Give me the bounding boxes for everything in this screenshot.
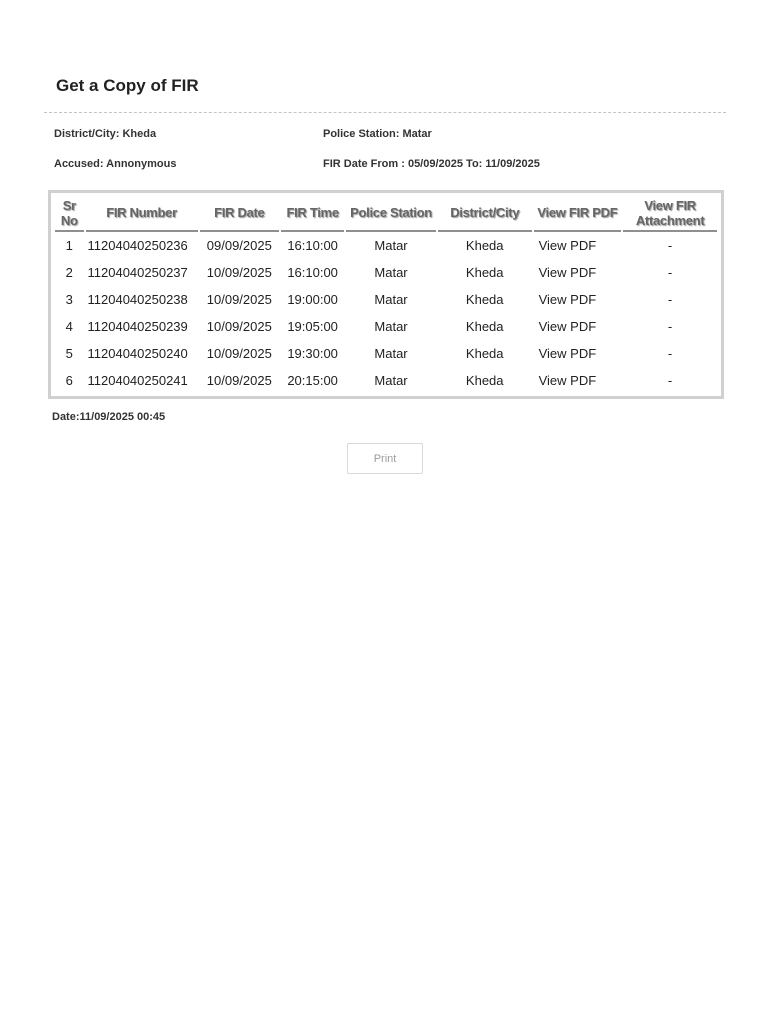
column-header-view-fir-attachment: View FIR Attachment (623, 194, 717, 232)
column-header-district-city: District/City (438, 194, 532, 232)
view-pdf-link[interactable]: View PDF (538, 373, 597, 388)
view-pdf-cell (534, 232, 622, 259)
sr-no-cell: 1 (65, 238, 73, 253)
fir-number-cell: 11204040250238 (87, 292, 188, 307)
date-range-filter-label: FIR Date From : 05/09/2025 To: 11/09/2025 (323, 158, 540, 170)
table-row (55, 340, 717, 367)
district-cell: Kheda (465, 238, 504, 253)
police-station-cell: Matar (374, 238, 408, 253)
fir-table-container (48, 190, 724, 399)
attachment-cell: - (667, 373, 673, 388)
fir-time-cell: 19:00:00 (287, 292, 338, 307)
attachment-cell: - (667, 319, 673, 334)
view-pdf-link[interactable]: View PDF (538, 292, 597, 307)
district-filter-label: District/City: Kheda (54, 128, 157, 140)
table-row (55, 259, 717, 286)
attachment-cell: - (667, 238, 673, 253)
attachment-cell: - (667, 292, 673, 307)
table-row (55, 286, 717, 313)
sr-no-cell: 2 (65, 265, 73, 280)
fir-time-cell: 16:10:00 (287, 238, 338, 253)
fir-time-cell: 19:05:00 (287, 319, 338, 334)
fir-date-cell: 10/09/2025 (206, 292, 272, 307)
fir-date-cell: 10/09/2025 (206, 319, 272, 334)
fir-date-cell: 10/09/2025 (206, 373, 272, 388)
sr-no-cell: 4 (65, 319, 73, 334)
view-pdf-cell (534, 259, 622, 286)
police-station-cell: Matar (374, 373, 408, 388)
fir-number-cell: 11204040250239 (87, 319, 188, 334)
district-cell: Kheda (465, 319, 504, 334)
police-station-filter-label: Police Station: Matar (323, 128, 432, 140)
police-station-cell: Matar (374, 265, 408, 280)
column-header-police-station: Police Station (346, 194, 436, 232)
view-pdf-cell (534, 340, 622, 367)
column-header-fir-date: FIR Date (200, 194, 279, 232)
fir-date-cell: 10/09/2025 (206, 265, 272, 280)
police-station-cell: Matar (374, 346, 408, 361)
column-header-fir-number: FIR Number (86, 194, 198, 232)
fir-number-cell: 11204040250241 (87, 373, 188, 388)
police-station-cell: Matar (374, 319, 408, 334)
police-station-cell: Matar (374, 292, 408, 307)
sr-no-cell: 3 (65, 292, 73, 307)
view-pdf-cell (534, 286, 622, 313)
attachment-cell: - (667, 346, 673, 361)
attachment-cell: - (667, 265, 673, 280)
column-header-view-fir-pdf: View FIR PDF (534, 194, 622, 232)
print-button[interactable]: Print (347, 443, 423, 474)
print-date: Date:11/09/2025 00:45 (52, 411, 166, 423)
fir-date-cell: 09/09/2025 (206, 238, 272, 253)
column-header-sr-no: Sr No (55, 194, 84, 232)
fir-time-cell: 20:15:00 (287, 373, 338, 388)
district-cell: Kheda (465, 265, 504, 280)
accused-filter-label: Accused: Annonymous (54, 158, 177, 170)
fir-table-header (55, 194, 717, 232)
fir-table (53, 194, 719, 394)
column-header-fir-time: FIR Time (281, 194, 344, 232)
fir-time-cell: 16:10:00 (287, 265, 338, 280)
district-cell: Kheda (465, 346, 504, 361)
view-pdf-link[interactable]: View PDF (538, 346, 597, 361)
view-pdf-link[interactable]: View PDF (538, 265, 597, 280)
fir-table-body (55, 232, 717, 394)
district-cell: Kheda (465, 292, 504, 307)
view-pdf-link[interactable]: View PDF (538, 319, 597, 334)
sr-no-cell: 5 (65, 346, 73, 361)
view-pdf-cell (534, 367, 622, 394)
table-row (55, 313, 717, 340)
fir-date-cell: 10/09/2025 (206, 346, 272, 361)
fir-number-cell: 11204040250237 (87, 265, 188, 280)
fir-number-cell: 11204040250240 (87, 346, 188, 361)
fir-number-cell: 11204040250236 (87, 238, 188, 253)
table-row (55, 367, 717, 394)
title-divider (44, 112, 726, 113)
district-cell: Kheda (465, 373, 504, 388)
page-title: Get a Copy of FIR (56, 76, 199, 95)
table-row (55, 232, 717, 259)
view-pdf-link[interactable]: View PDF (538, 238, 597, 253)
view-pdf-cell (534, 313, 622, 340)
fir-time-cell: 19:30:00 (287, 346, 338, 361)
sr-no-cell: 6 (65, 373, 73, 388)
